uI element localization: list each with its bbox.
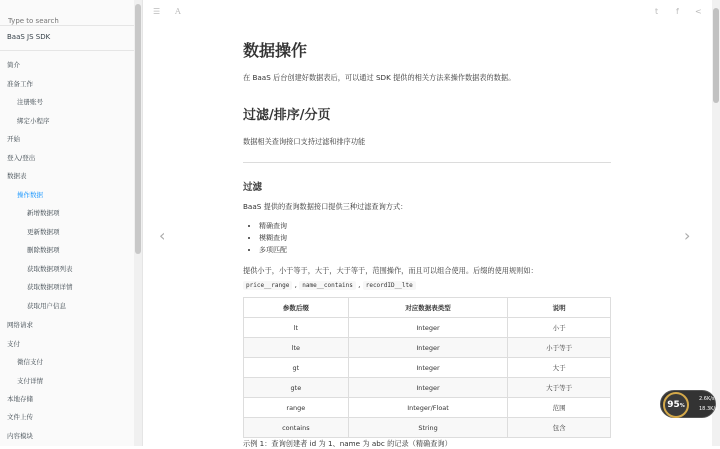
upload-rate: 2.6K/s xyxy=(699,396,715,402)
list-item: • 模糊查询 xyxy=(259,232,287,244)
search-input[interactable] xyxy=(8,17,128,25)
sidebar-item-add-record[interactable]: 新增数据项 xyxy=(27,209,60,217)
code-examples: price__range , name__contains , recordID__lte xyxy=(243,279,416,291)
table-row: gte Integer 大于等于 xyxy=(244,378,611,398)
operator-text: 提供小于，小于等于，大于，大于等于，范围操作，而且可以组合使用。后缀的使用规则如： xyxy=(243,266,538,275)
sidebar-item-local-storage[interactable]: 本地存储 xyxy=(7,395,33,403)
divider xyxy=(243,162,611,163)
table-header: 参数后缀 xyxy=(244,298,349,318)
sidebar-item-register[interactable]: 注册账号 xyxy=(17,98,43,106)
sidebar-item-network[interactable]: 网络请求 xyxy=(7,321,33,329)
facebook-icon[interactable]: f xyxy=(676,7,679,16)
sidebar-item-payment[interactable]: 支付 xyxy=(7,340,20,348)
download-rate: 18.3K/s xyxy=(699,406,718,412)
sidebar-item-start[interactable]: 开始 xyxy=(7,135,20,143)
network-monitor-widget[interactable] xyxy=(660,390,716,418)
sidebar-scrollbar-thumb[interactable] xyxy=(135,4,141,254)
book-title[interactable]: BaaS JS SDK xyxy=(7,33,51,41)
sidebar-item-record-detail[interactable]: 获取数据项详情 xyxy=(27,283,73,291)
page-scrollbar-thumb[interactable] xyxy=(713,8,719,103)
table-header-row xyxy=(244,298,611,318)
share-icon[interactable]: < xyxy=(695,7,702,16)
intro-text: 在 BaaS 后台创建好数据表后，可以通过 SDK 提供的相关方法来操作数据表的数据。 xyxy=(243,73,516,82)
page-scrollbar[interactable] xyxy=(712,0,720,446)
sidebar-item-wechat-pay[interactable]: 微信支付 xyxy=(17,358,43,366)
sidebar xyxy=(0,0,143,446)
sidebar-item-data-ops[interactable]: 操作数据 xyxy=(17,191,43,199)
filter-intro: BaaS 提供的查询数据接口提供三种过滤查询方式： xyxy=(243,202,408,211)
sidebar-item-user-info[interactable]: 获取用户信息 xyxy=(27,302,66,310)
sidebar-item-intro[interactable]: 简介 xyxy=(7,61,20,69)
sidebar-item-update-record[interactable]: 更新数据项 xyxy=(27,228,60,236)
list-item: • 精确查询 xyxy=(259,220,287,232)
inline-code: name__contains xyxy=(299,281,356,290)
section-desc: 数据相关查询接口支持过滤和排序功能 xyxy=(243,137,366,146)
filter-type-list xyxy=(243,220,287,256)
menu-icon[interactable]: ☰ xyxy=(153,7,161,16)
sidebar-scrollbar[interactable] xyxy=(134,0,142,446)
main-content xyxy=(143,0,720,446)
list-item: • 多项匹配 xyxy=(259,244,287,256)
table-row: gt Integer 大于 xyxy=(244,358,611,378)
table-row: lt Integer 小于 xyxy=(244,318,611,338)
table-header: 对应数据表类型 xyxy=(348,298,508,318)
sidebar-divider xyxy=(0,50,135,51)
font-settings-icon[interactable]: A xyxy=(175,7,181,16)
section-title: 过滤/排序/分页 xyxy=(243,108,331,123)
table-row: range Integer/Float 范围 xyxy=(244,398,611,418)
table-header: 说明 xyxy=(508,298,611,318)
cpu-percent-badge: 95% xyxy=(663,392,689,418)
table-row: contains String 包含 xyxy=(244,418,611,438)
sidebar-item-pay-detail[interactable]: 支付详情 xyxy=(17,377,43,385)
search-bar xyxy=(0,0,142,26)
sidebar-item-datatable[interactable]: 数据表 xyxy=(7,172,27,180)
inline-code: recordID__lte xyxy=(363,281,416,290)
sidebar-item-bind-miniapp[interactable]: 绑定小程序 xyxy=(17,117,50,125)
prev-page-arrow[interactable]: ‹ xyxy=(159,226,166,245)
twitter-icon[interactable]: t xyxy=(655,7,659,16)
example-text: 示例 1：查询创建者 id 为 1、name 为 abc 的记录（精确查询） xyxy=(243,439,452,448)
sidebar-item-prep[interactable]: 准备工作 xyxy=(7,80,33,88)
sidebar-item-content[interactable]: 内容模块 xyxy=(7,432,33,440)
sidebar-item-record-list[interactable]: 获取数据项列表 xyxy=(27,265,73,273)
inline-code: price__range xyxy=(243,281,292,290)
sidebar-item-delete-record[interactable]: 删除数据项 xyxy=(27,246,60,254)
subsection-title: 过滤 xyxy=(243,182,263,193)
sidebar-item-file-upload[interactable]: 文件上传 xyxy=(7,413,33,421)
table-row: lte Integer 小于等于 xyxy=(244,338,611,358)
suffix-table xyxy=(243,297,611,438)
page-title: 数据操作 xyxy=(243,41,308,60)
sidebar-item-login[interactable]: 登入/登出 xyxy=(7,154,36,162)
next-page-arrow[interactable]: › xyxy=(684,226,691,245)
